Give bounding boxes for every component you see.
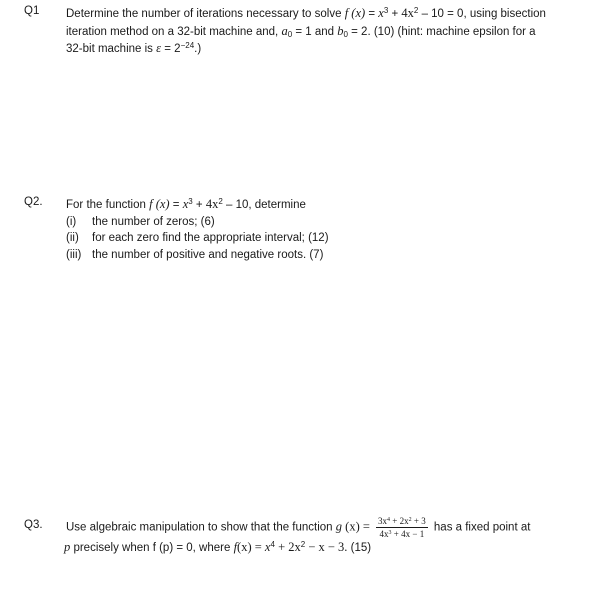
q3-fx: (x) = (237, 540, 265, 554)
subitem-marker: (i) (66, 215, 77, 228)
q1-epsilon: ε (156, 41, 162, 55)
q3-line2-c: − x − 3. (305, 540, 348, 554)
q1-x: x (378, 6, 384, 20)
num-c: + 3 (411, 516, 426, 526)
q1-line2-a: iteration method on a 32-bit machine and, (66, 25, 282, 38)
q1-exp3: 3 (383, 6, 389, 15)
num-b: + 2x (390, 516, 409, 526)
question-2-intro (66, 196, 589, 214)
q2-exp3: 3 (188, 197, 193, 206)
den-exp1: 3 (388, 530, 392, 536)
q1-line3-b: = 2 (161, 43, 181, 55)
question-2-number: Q2. (24, 196, 43, 208)
q2-4x: 4x (205, 197, 219, 211)
question-2 (24, 196, 589, 263)
q3-p: p (64, 540, 71, 554)
q3-line2-d: (15) (347, 542, 372, 554)
den-a: 4x (379, 529, 389, 539)
q1-line2-b: = 1 and (292, 25, 338, 38)
list-item (66, 214, 589, 231)
list-item (66, 247, 589, 264)
q3-exp2: 2 (300, 540, 306, 549)
q1-text-d: – 10 = 0, using bisection (418, 8, 546, 20)
subitem-text: for each zero find the appropriate interval; (12) (92, 232, 329, 244)
question-1-line-3 (66, 40, 589, 58)
question-1-number: Q1 (24, 5, 40, 17)
q1-plus: + (388, 8, 402, 20)
q3-line1-a: Use algebraic manipulation to show that the function (66, 521, 336, 534)
num-exp1: 4 (387, 517, 391, 523)
q1-line2-c: = 2. (10) (hint: machine epsilon for a (347, 25, 536, 38)
q1-4x: 4x (401, 6, 414, 20)
fraction-numerator (376, 516, 428, 528)
q1-line3-c: .) (194, 43, 202, 55)
q1-a0: a (281, 23, 288, 38)
question-3-line-2 (64, 539, 589, 557)
q3-x: x (264, 540, 271, 554)
question-1-line-1 (66, 5, 589, 23)
q1-text-a: Determine the number of iterations necessary to solve (66, 8, 345, 20)
question-1-text (66, 5, 589, 58)
subitem-text: the number of positive and negative roots. (7) (92, 248, 324, 261)
q3-line1-b: has a fixed point at (430, 521, 531, 534)
question-1-line-2 (66, 23, 589, 41)
q3-line2-b: + 2x (274, 540, 301, 554)
q1-line3-a: 32-bit machine is (66, 43, 157, 55)
list-item (66, 230, 589, 247)
q2-intro-d: – 10, determine (222, 199, 306, 211)
q2-equals: = (169, 199, 183, 211)
question-3-number: Q3. (24, 519, 43, 531)
question-3 (24, 516, 589, 557)
subitem-text: the number of zeros; (6) (92, 215, 215, 228)
q3-gx: (x) (342, 519, 360, 534)
q3-exp4: 4 (270, 540, 275, 549)
q1-exp2: 2 (413, 6, 419, 15)
subitem-marker: (ii) (66, 232, 79, 244)
q1-b0-sub: 0 (343, 29, 348, 39)
q3-line2-a: precisely when f (p) = 0, where (70, 542, 234, 554)
fraction-denominator (378, 528, 427, 539)
q2-x: x (182, 197, 189, 211)
q3-function-g: g (335, 519, 343, 534)
den-b: + 4x − 1 (391, 529, 425, 539)
q3-equals: = (359, 519, 374, 534)
q3-fraction (376, 516, 428, 539)
q2-plus: + (192, 199, 206, 211)
q2-function-f: f (x) (149, 197, 170, 211)
q1-function-f: f (x) (344, 6, 366, 20)
q1-equals: = (365, 8, 379, 20)
q1-epsilon-exp: −24 (180, 41, 195, 50)
question-1 (24, 5, 589, 58)
q2-exp2: 2 (218, 197, 223, 206)
q2-intro-a: For the function (66, 199, 150, 211)
num-a: 3x (378, 516, 388, 526)
question-3-line-1 (66, 516, 589, 539)
num-exp2: 2 (408, 517, 412, 523)
subitem-marker: (iii) (66, 248, 82, 261)
question-3-text (66, 516, 589, 557)
question-2-text (66, 196, 589, 263)
q1-b0: b (337, 23, 344, 38)
q3-f: f (233, 540, 238, 554)
question-2-subitems (66, 214, 589, 264)
q1-a0-sub: 0 (287, 29, 293, 39)
